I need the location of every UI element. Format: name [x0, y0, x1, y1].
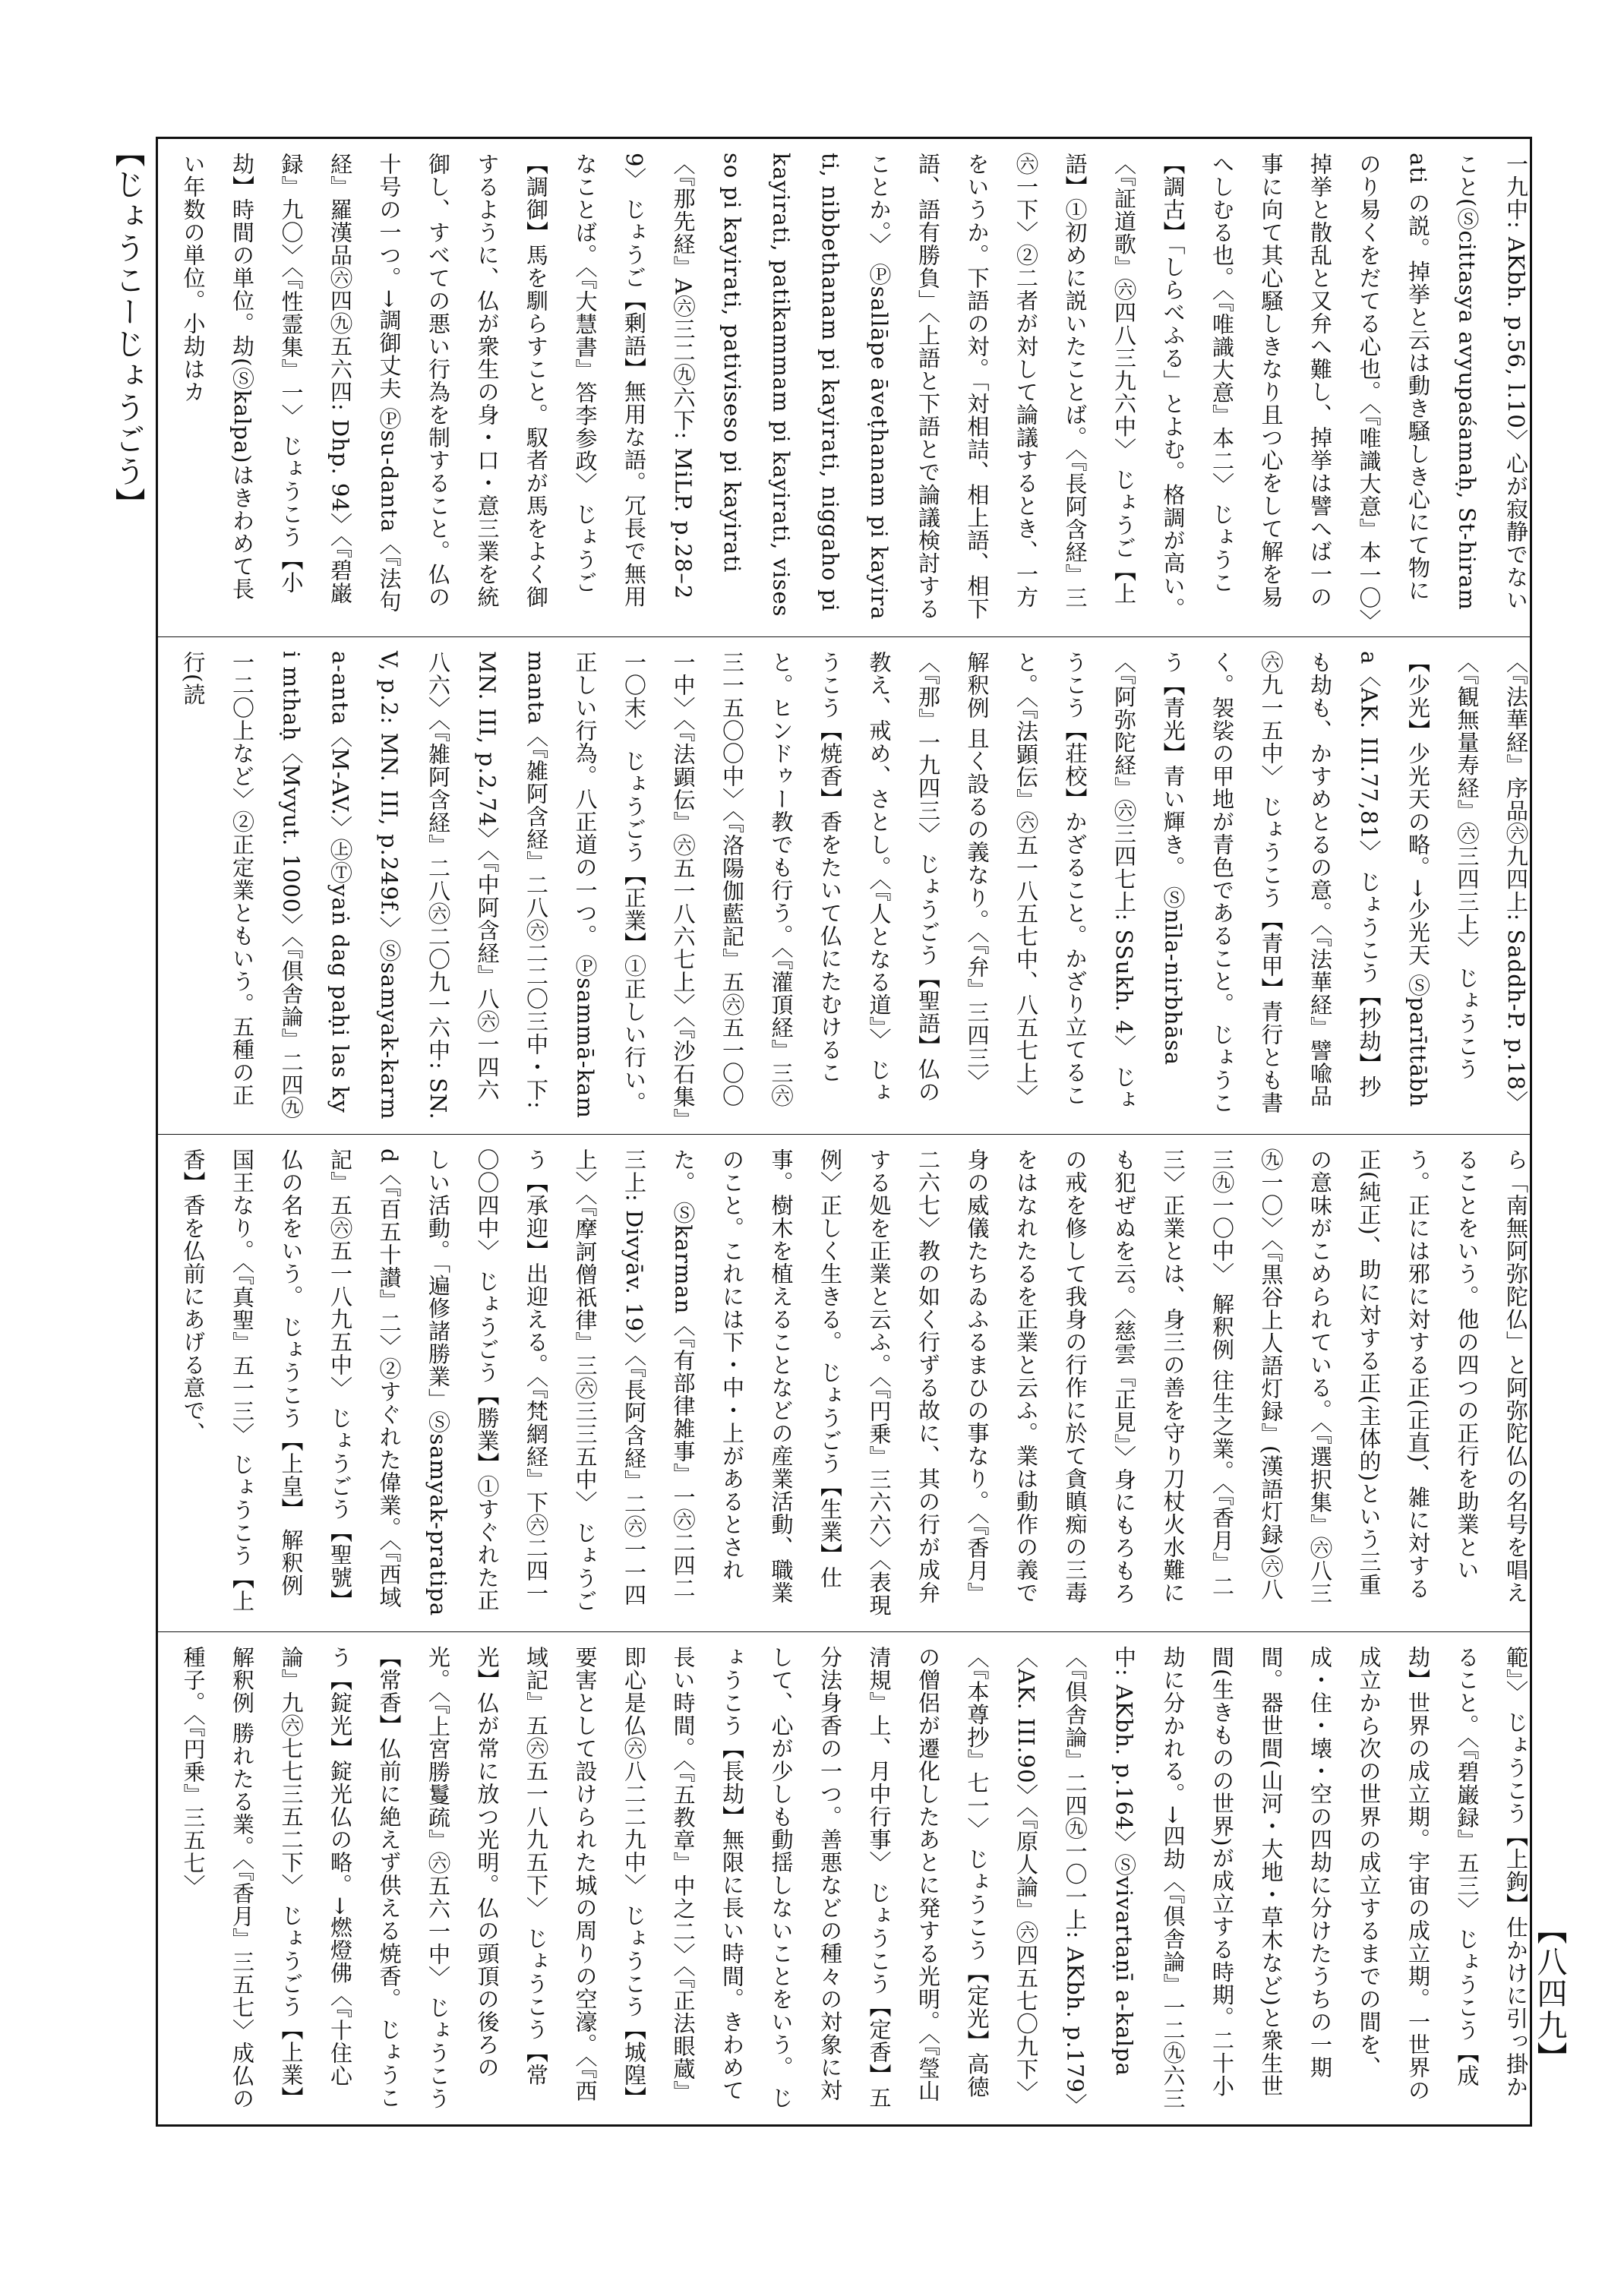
page-number: 【八四九】 [1532, 1914, 1567, 2073]
tier-1-text: 一九中: AKbh. p.56, l.10〉心が寂静でないこと(Ⓢcittasya avyupaśamaḥ, St-hiramati の説。掉挙と云は動き騒しき心にて物にのり易くをだてる心也。〈『唯識大意』本一〇〉掉挙と散乱と又弁へ難し、掉挙は譬へば一の事に向て其心騒しきなり且つ心をして解を易へしむる也。〈『唯識大意』本二〉 じょうこ【調古】「しらべふる」とよむ。格調が高い。〈『証道歌』㊅四八三九六中〉 じょうご【上語】①初めに説いたことば。〈『長阿含経』三㊅一下〉②二者が対して論議するとき、一方をいうか。下語の対。「対相詰、相上語、相下語、語有勝負」〈上語と下語とで論議検討することか。〉 Ⓟsallāpe āveṭhanam pi kayirati, nibbethanam pi kayirati, niggaho pi kayirati, patikammam pi kayirati, visesso pi kayirati, pativiseso pi kayirati〈『那先経』A㊅三二㊈六下: MiLP. p.28–29〉 じょうご【剰語】無用な語。冗長で無用なことば。〈『大慧書』答李参政〉 じょうご【調御】馬を馴らすこと。馭者が馬をよく御するように、仏が衆生の身・口・意三業を統御し、すべての悪い行為を制すること。仏の十号の一つ。→調御丈夫 Ⓟsu-danta〈『法句経』羅漢品㊅四㊈五六四: Dhp. 94〉〈『碧巌録』九〇〉〈『性霊集』一〉 じょうこう【小劫】時間の単位。劫(Ⓢkalpa)はきわめて長い年数の単位。小劫はカ [180, 153, 1529, 621]
tier-4-text: 範』〉 じょうこう【上鉤】仕かけに引っ掛かること。〈『碧巌録』五三〉 じょうこう【成劫】世界の成立期。宇宙の成立期。一世界の成立から次の世界の成立するまでの間を、成・住・壊・空の四劫に分けたうちの一期間。器世間(山河・大地・草木など)と衆生世間(生きものの世界)が成立する時期。二十小劫に分かれる。→四劫〈『倶舎論』一二㊈六三中: AKbh. p.164〉Ⓢvivartaṇī a-kalpa〈『倶舎論』二四㊈一〇一上: AKbh. p.179〉〈AK. III.90〉〈『原人論』㊅四五七〇九下〉〈『本尊抄』七一〉 じょうこう【定光】高徳の僧侶が遷化したあとに発する光明。〈『瑩山清規』上、月中行事〉 じょうこう【定香】五分法身香の一つ。善悪などの種々の対象に対して、心が少しも動揺しないことをいう。 じょうこう【長劫】無限に長い時間。きわめて長い時間。〈『五教章』中之二〉〈『正法眼蔵』即心是仏㊅八二二九中〉 じょうこう【城隍】要害として設けられた城の周りの空濠。〈『西域記』五㊅五一八九五下〉 じょうこう【常光】仏が常に放つ光明。仏の頭頂の後ろの光。〈『上宮勝鬘疏』㊅五六一中〉 じょうこう【常香】仏前に絶えず供える焼香。 じょうこう【錠光】錠光仏の略。→燃燈佛〈『十住心論』九㊅七七三五二下〉 じょうごう【上業】 解釈例 勝れたる業。〈『香月』三五七〉成仏の種子。〈『円乗』三五七〉 [180, 1646, 1529, 2111]
tier-2-text: 〈『法華経』序品㊅九四上: Saddh-P. p.18〉〈『観無量寿経』㊅三四三上〉 じょうこう【少光】少光天の略。→少光天 Ⓢparīttābha〈AK. III.77,81〉 じょうこう【抄劫】抄も劫も、かすめとるの意。〈『法華経』譬喩品㊅九一五中〉 じょうこう【青甲】青行とも書く。袈裟の甲地が青色であること。 じょうこう【青光】青い輝き。 Ⓢnīla-nirbhāsa〈『阿弥陀経』㊅三四七上: SSukh. 4〉 じょうこう【荘校】かざること。かざり立てること。〈『法顕伝』㊅五一八五七中、八五七上〉 解釈例 且く設るの義なり。〈『弁』三四三〉〈『那』一九四三〉 じょうごう【聖語】仏の教え、戒め、さとし。〈『人となる道』〉 じょうこう【焼香】香をたいて仏にたむけること。ヒンドゥー教でも行う。〈『灌頂経』三㊅三一五〇〇中〉〈『洛陽伽藍記』五㊅五一〇〇一中〉〈『法顕伝』㊅五一八六七上〉〈『沙石集』一〇末〉 じょうごう【正業】①正しい行い。正しい行為。八正道の一つ。 Ⓟsammā-kammanta〈『雑阿含経』二八㊅二二〇三中・下: MN. III, p.2,74〉〈『中阿含経』八㊅一四六八六〉〈『雑阿含経』二八㊅二〇九一六中: SN. V, p.2: MN. III, p.249f.〉Ⓢsamyak-karma-anta〈M-AV.〉㊤Ⓣyaṅ dag paḥi las kyi mthaḥ〈Mvyut. 1000〉〈『倶舎論』二四㊈一二〇上など〉②正定業ともいう。五種の正行(読 [180, 651, 1529, 1120]
tier-4 [158, 1631, 1530, 2127]
tier-3-text: ら「南無阿弥陀仏」と阿弥陀仏の名号を唱えることをいう。他の四つの正行を助業という。正には邪に対する正(正直)、雑に対する正(純正)、助に対する正(主体的)という三重の意味がこめられている。〈『選択集』㊅八三㊈一〇〉〈『黒谷上人語灯録』(漢語灯録)㊅八三㊈一〇中〉 解釈例 往生之業。〈『香月』二三〉正業とは、身三の善を守り刀杖火水難にも犯ぜぬを云。〈慈雲『正見』〉身にもろもろの戒を修して我身の行作に於て貪瞋痴の三毒をはなれたるを正業と云ふ。業は動作の義で身の威儀たちゐふるまひの事なり。〈『香月』二六七〉教の如く行ずる故に、其の行が成弁する処を正業と云ふ。〈『円乗』三六六〉〈表現例〉正しく生きる。 じょうごう【生業】仕事。樹木を植えることなどの産業活動、職業のこと。これには下・中・上があるとされた。 Ⓢkarman〈『有部律雑事』一㊅二四二三上: Divyāv. 19〉〈『長阿含経』二㊅一一四上〉〈『摩訶僧祇律』三㊅三三五中〉 じょうごう【承迎】出迎える。〈『梵網経』下㊅二四一〇〇四中〉 じょうごう【勝業】①すぐれた正しい活動。「遍修諸勝業」Ⓢsamyak-pratipad〈『百五十讃』二〉②すぐれた偉業。〈『西域記』五㊅五一八九五中〉 じょうごう【聖號】仏の名をいう。 じょうこう【上皇】 解釈例 国王なり。〈『真聖』五一三〉 じょうこう【上香】香を仏前にあげる意で、 [180, 1148, 1529, 1617]
tier-3 [158, 1134, 1530, 1631]
dictionary-page [156, 137, 1532, 2127]
tier-1 [158, 139, 1530, 636]
tier-2 [158, 636, 1530, 1134]
running-title: 【じょうこーじょうごう】 [110, 137, 145, 520]
